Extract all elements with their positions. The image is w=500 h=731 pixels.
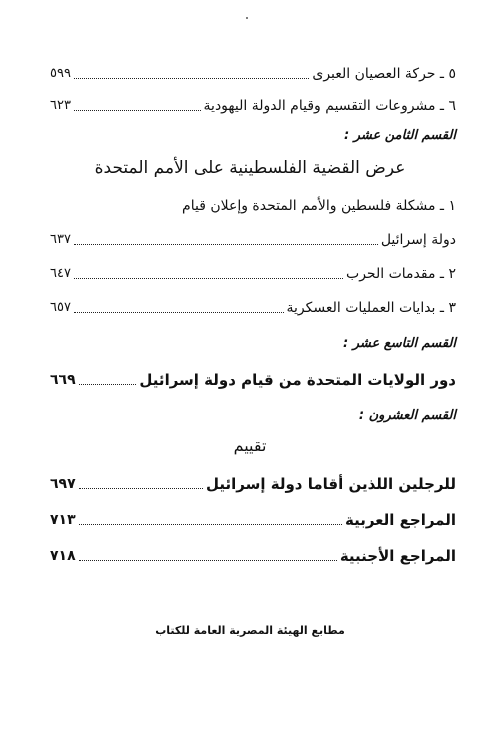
page-mark <box>246 17 248 19</box>
dot-leader <box>79 523 342 525</box>
section-title: تقييم <box>233 436 267 455</box>
toc-entry[interactable] <box>50 294 456 318</box>
toc-entry-label: المراجع الأجنبية <box>339 547 456 565</box>
dot-leader <box>74 277 343 279</box>
dot-leader <box>74 243 378 245</box>
toc-page-number: ٦٢٣ <box>50 98 71 113</box>
toc-entry[interactable] <box>50 470 456 494</box>
section-heading: القسم العشرون : <box>358 408 456 423</box>
toc-entry[interactable] <box>50 60 456 84</box>
dot-leader <box>79 383 137 385</box>
toc-page-number: ٦٥٧ <box>50 300 71 315</box>
toc-entry-label: دور الولايات المتحدة من قيام دولة إسرائيل <box>139 371 456 389</box>
toc-entry[interactable] <box>50 366 456 390</box>
toc-entry[interactable] <box>50 542 456 566</box>
toc-entry[interactable] <box>50 226 456 250</box>
toc-entry[interactable] <box>50 92 456 116</box>
toc-page-number: ٦٦٩ <box>50 372 76 388</box>
toc-entry[interactable] <box>50 260 456 284</box>
toc-entry-line: ١ ـ مشكلة فلسطين والأمم المتحدة وإعلان قيام <box>182 198 456 214</box>
toc-page-number: ٦٩٧ <box>50 476 76 492</box>
toc-page-number: ٦٣٧ <box>50 232 71 247</box>
toc-entry-label: ٢ ـ مقدمات الحرب <box>346 266 456 282</box>
toc-entry[interactable] <box>50 506 456 530</box>
dot-leader <box>74 109 201 111</box>
publisher-footer: مطابع الهيئة المصرية العامة للكتاب <box>155 624 345 637</box>
section-heading: القسم التاسع عشر : <box>343 336 456 351</box>
section-title: عرض القضية الفلسطينية على الأمم المتحدة <box>94 158 406 178</box>
toc-entry-label: للرجلين اللذين أقاما دولة إسرائيل <box>206 475 456 493</box>
toc-entry-label: ٣ ـ بدايات العمليات العسكرية <box>286 300 456 316</box>
dot-leader <box>74 77 309 79</box>
section-heading: القسم الثامن عشر : <box>343 128 456 143</box>
toc-entry-label: ٥ ـ حركة العصيان العبرى <box>312 66 456 82</box>
toc-page-number: ٦٤٧ <box>50 266 71 281</box>
dot-leader <box>79 487 203 489</box>
dot-leader <box>79 559 337 561</box>
toc-page-number: ٥٩٩ <box>50 66 71 81</box>
toc-page-number: ٧١٣ <box>50 512 76 528</box>
toc-entry-label: المراجع العربية <box>344 511 456 529</box>
dot-leader <box>74 311 284 313</box>
toc-entry-label: ٦ ـ مشروعات التقسيم وقيام الدولة اليهودية <box>203 98 456 114</box>
toc-page-number: ٧١٨ <box>50 548 76 564</box>
toc-entry-label: دولة إسرائيل <box>380 232 456 248</box>
